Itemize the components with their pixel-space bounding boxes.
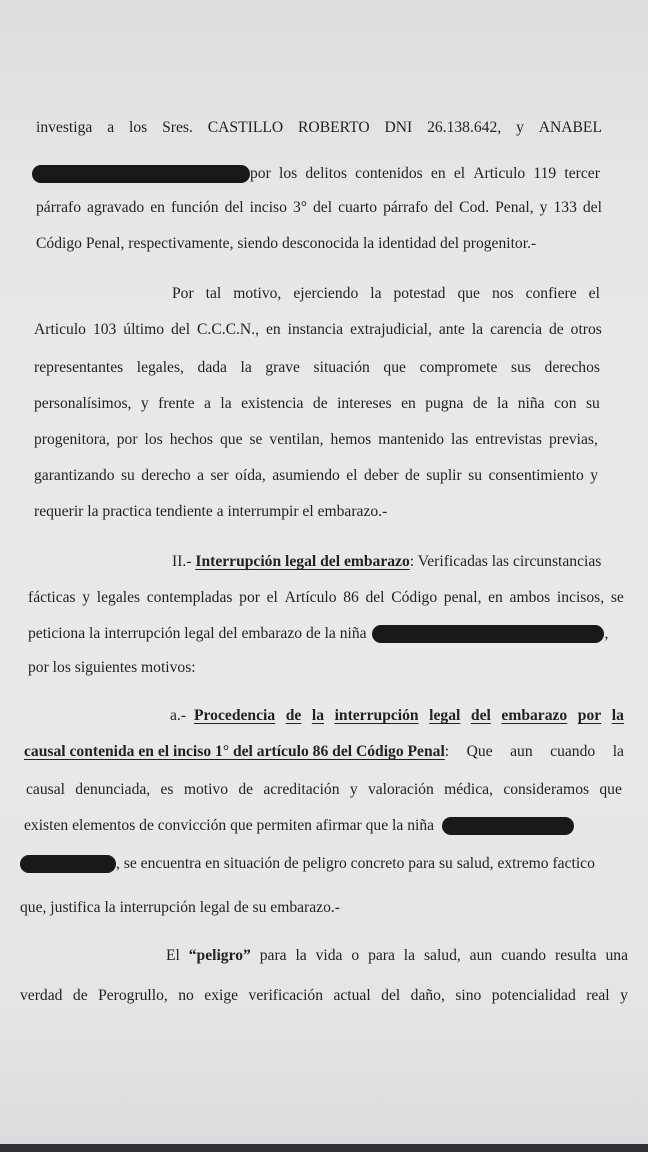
- word: denunciada,: [75, 781, 151, 798]
- word: y: [539, 199, 548, 216]
- text-line: [0, 944, 628, 968]
- word: exige: [204, 987, 239, 1004]
- word: legales,: [136, 359, 184, 376]
- redaction-bar: [372, 625, 604, 643]
- word: por: [577, 707, 602, 724]
- word: de: [238, 781, 254, 798]
- word: extrajudicial,: [350, 321, 432, 338]
- word: situación: [313, 359, 370, 376]
- word: inciso: [249, 199, 287, 216]
- word: :: [444, 743, 450, 760]
- word: a: [203, 395, 211, 412]
- word: del: [434, 199, 454, 216]
- word: causal: [26, 781, 65, 798]
- word: 86: [343, 589, 359, 606]
- word: asumiendo: [272, 467, 340, 484]
- word: valoración: [367, 781, 434, 798]
- word: es: [160, 781, 174, 798]
- word: 3°: [292, 199, 307, 216]
- word: la: [403, 947, 416, 964]
- word: el: [453, 165, 466, 183]
- line-text: Código Penal, respectivamente, siendo desconocida la identidad del progenitor.-: [36, 235, 537, 252]
- word: de: [405, 467, 420, 484]
- word: Cod.: [459, 199, 490, 216]
- word: tercer: [564, 165, 600, 183]
- word: función: [170, 199, 219, 216]
- word: Que: [466, 743, 493, 760]
- word: su: [120, 467, 135, 484]
- text-line: [0, 282, 600, 306]
- word: agravado: [87, 199, 145, 216]
- page-bottom-edge: [0, 1144, 648, 1152]
- word: entrevistas: [475, 431, 542, 448]
- word: ser: [210, 467, 229, 484]
- word: se: [610, 589, 624, 606]
- word: de: [312, 395, 328, 412]
- word: carencia: [490, 321, 542, 338]
- word: por: [239, 589, 260, 606]
- word: en: [150, 199, 165, 216]
- section-heading-rest: : Verificadas las circunstancias: [409, 553, 602, 570]
- word: ante: [438, 321, 465, 338]
- word: Sres.: [162, 119, 193, 136]
- word: consentimiento: [488, 467, 584, 484]
- text-line: [0, 392, 600, 416]
- word: vida: [315, 947, 343, 964]
- word: ambos: [509, 589, 551, 606]
- word: y: [82, 589, 91, 606]
- subsection-heading: [194, 704, 624, 728]
- word: Código: [391, 589, 438, 606]
- word: ventilan,: [269, 431, 324, 448]
- word: Penal,: [495, 199, 534, 216]
- text-line: [34, 500, 648, 524]
- word: Procedencia: [194, 707, 276, 724]
- word: suplir: [426, 467, 462, 484]
- word: acreditación: [263, 781, 340, 798]
- subsection-heading-line: [170, 704, 624, 728]
- word: ROBERTO: [298, 119, 370, 136]
- word: en: [401, 395, 416, 412]
- word: la: [295, 947, 307, 964]
- section-number: II.-: [172, 553, 192, 570]
- word: resulta: [555, 947, 597, 964]
- word: a: [107, 119, 115, 136]
- word: Artículo: [284, 589, 337, 606]
- word: DNI: [384, 119, 413, 136]
- word: 133: [553, 199, 577, 216]
- text-line: [0, 356, 600, 380]
- word: del: [470, 707, 491, 724]
- word: párrafo: [383, 199, 429, 216]
- word: El: [166, 947, 180, 964]
- line-text: requerir la practica tendiente a interrumpir el embarazo.-: [34, 503, 388, 520]
- word: el: [346, 467, 358, 484]
- word: potencialidad: [491, 987, 576, 1004]
- text-line: [0, 586, 624, 610]
- word: instancia: [287, 321, 344, 338]
- text-line: [0, 778, 622, 802]
- word: se: [249, 431, 263, 448]
- redaction-bar: [442, 817, 574, 835]
- word: delitos: [305, 165, 347, 183]
- text-line: [32, 162, 602, 186]
- word: del: [171, 321, 191, 338]
- word: por: [116, 431, 138, 448]
- word: las: [451, 431, 469, 448]
- word: verdad: [20, 987, 63, 1004]
- word: embarazo: [501, 707, 568, 724]
- word: daño,: [410, 987, 445, 1004]
- line-text: , se encuentra en situación de peligro concreto para su salud, extremo factico: [116, 855, 595, 872]
- word: para: [259, 947, 287, 964]
- word: y: [590, 467, 598, 484]
- text-line: [0, 428, 598, 452]
- word: la: [612, 743, 624, 760]
- word: salud,: [423, 947, 461, 964]
- word: en: [430, 165, 446, 183]
- word: pugna: [425, 395, 464, 412]
- text-line: [0, 196, 602, 220]
- word: del: [224, 199, 244, 216]
- word: los: [144, 431, 163, 448]
- text-line: [0, 116, 602, 140]
- word: en: [265, 321, 281, 338]
- word: los: [129, 119, 148, 136]
- word: Por: [172, 285, 194, 302]
- word: 26.138.642,: [427, 119, 502, 136]
- word: personalísimos,: [34, 395, 132, 412]
- word: incisos,: [556, 589, 605, 606]
- word: grave: [265, 359, 300, 376]
- text-line: [28, 656, 648, 680]
- word: Articulo: [473, 165, 526, 183]
- section-heading-line: [172, 550, 622, 574]
- word: mantenido: [378, 431, 445, 448]
- word: que: [219, 431, 243, 448]
- word: no: [178, 987, 194, 1004]
- word: que: [383, 359, 406, 376]
- word: el: [588, 285, 600, 302]
- line-text: por los siguientes motivos:: [28, 659, 196, 676]
- word: contenidos: [355, 165, 423, 183]
- line-text: peticiona la interrupción legal del embarazo de la niña: [28, 625, 367, 642]
- word: y: [349, 781, 358, 798]
- section-heading: Interrupción legal del embarazo: [195, 553, 410, 570]
- word: el: [266, 589, 278, 606]
- word: por: [250, 165, 271, 183]
- word: del: [313, 199, 333, 216]
- word: de: [472, 395, 488, 412]
- word: investiga: [36, 119, 93, 136]
- word: otros: [570, 321, 602, 338]
- word: penal,: [443, 589, 482, 606]
- word: en: [488, 589, 503, 606]
- word: legal: [429, 707, 461, 724]
- word: párrafo: [36, 199, 82, 216]
- text-line: [24, 740, 624, 764]
- word: médica,: [444, 781, 493, 798]
- word: intereses: [337, 395, 392, 412]
- word: garantizando: [34, 467, 115, 484]
- word: cuarto: [338, 199, 378, 216]
- word: consideramos: [503, 781, 590, 798]
- word: la: [220, 395, 232, 412]
- word: del: [381, 987, 401, 1004]
- word: cuando: [501, 947, 547, 964]
- word: interrupción: [334, 707, 419, 724]
- word: contempladas: [146, 589, 233, 606]
- word: Articulo: [34, 321, 86, 338]
- word: último: [123, 321, 165, 338]
- word: la: [370, 285, 382, 302]
- word: con: [554, 395, 577, 412]
- word: cuando: [550, 743, 596, 760]
- word: para: [368, 947, 395, 964]
- word: aun: [510, 743, 533, 760]
- word: los: [278, 165, 298, 183]
- word: motivo,: [233, 285, 282, 302]
- text-line: [24, 814, 624, 838]
- word: progenitora,: [34, 431, 110, 448]
- word: compromete: [419, 359, 498, 376]
- word: CASTILLO: [207, 119, 284, 136]
- word: hechos: [169, 431, 213, 448]
- word: “peligro”: [188, 947, 251, 964]
- word: tal: [205, 285, 222, 302]
- text-line: [28, 622, 628, 646]
- word: frente: [158, 395, 195, 412]
- word: potestad: [393, 285, 446, 302]
- word: del: [582, 199, 602, 216]
- word: del: [365, 589, 385, 606]
- word: 103: [92, 321, 117, 338]
- word: y: [140, 395, 149, 412]
- word: oída,: [235, 467, 266, 484]
- subsection-heading-continued: causal contenida en el inciso 1° del artículo 86 del Código Penal: [24, 743, 445, 760]
- line-text: existen elementos de convicción que permiten afirmar que la niña: [24, 817, 435, 834]
- word: deber: [363, 467, 399, 484]
- word: la: [311, 707, 324, 724]
- word: ejerciendo: [293, 285, 359, 302]
- word: confiere: [525, 285, 577, 302]
- text-line: [20, 896, 648, 920]
- word: dada: [197, 359, 227, 376]
- word: actual: [333, 987, 371, 1004]
- word: Perogrullo,: [98, 987, 168, 1004]
- word: la: [240, 359, 252, 376]
- word: verificación: [248, 987, 323, 1004]
- word: de: [72, 987, 88, 1004]
- word: que: [457, 285, 480, 302]
- word: ANABEL: [538, 119, 602, 136]
- word: legales: [96, 589, 141, 606]
- word: derechos: [544, 359, 600, 376]
- text-line: [0, 318, 602, 342]
- word: fácticas: [28, 589, 76, 606]
- word: nos: [491, 285, 514, 302]
- page-shadow: [0, 1004, 648, 1144]
- text-line: [20, 852, 624, 876]
- word: que: [599, 781, 622, 798]
- text-line: [0, 464, 598, 488]
- word: C.C.C.N.,: [197, 321, 259, 338]
- word: la: [471, 321, 484, 338]
- word: de: [285, 707, 302, 724]
- word: o: [351, 947, 360, 964]
- word: hemos: [330, 431, 372, 448]
- word: existencia: [241, 395, 304, 412]
- text-line: [36, 232, 648, 256]
- word: motivo: [183, 781, 228, 798]
- word: de: [548, 321, 564, 338]
- word: y: [516, 119, 524, 136]
- word: aun: [469, 947, 493, 964]
- word: la: [496, 395, 509, 412]
- word: derecho: [141, 467, 191, 484]
- redaction-bar: [32, 165, 250, 183]
- line-text: que, justifica la interrupción legal de su embarazo.-: [20, 899, 340, 916]
- line-text-after: ,: [604, 625, 609, 642]
- subsection-label: a.-: [170, 707, 187, 724]
- word: una: [605, 947, 628, 964]
- word: su: [468, 467, 483, 484]
- word: real: [586, 987, 610, 1004]
- word: su: [585, 395, 600, 412]
- word: sino: [455, 987, 482, 1004]
- word: previas,: [548, 431, 598, 448]
- word: 119: [533, 165, 557, 183]
- word: y: [620, 987, 628, 1004]
- word: niña: [517, 395, 545, 412]
- word: sus: [511, 359, 531, 376]
- redaction-bar: [20, 855, 116, 873]
- word: la: [611, 707, 624, 724]
- word: a: [197, 467, 204, 484]
- word: representantes: [34, 359, 124, 376]
